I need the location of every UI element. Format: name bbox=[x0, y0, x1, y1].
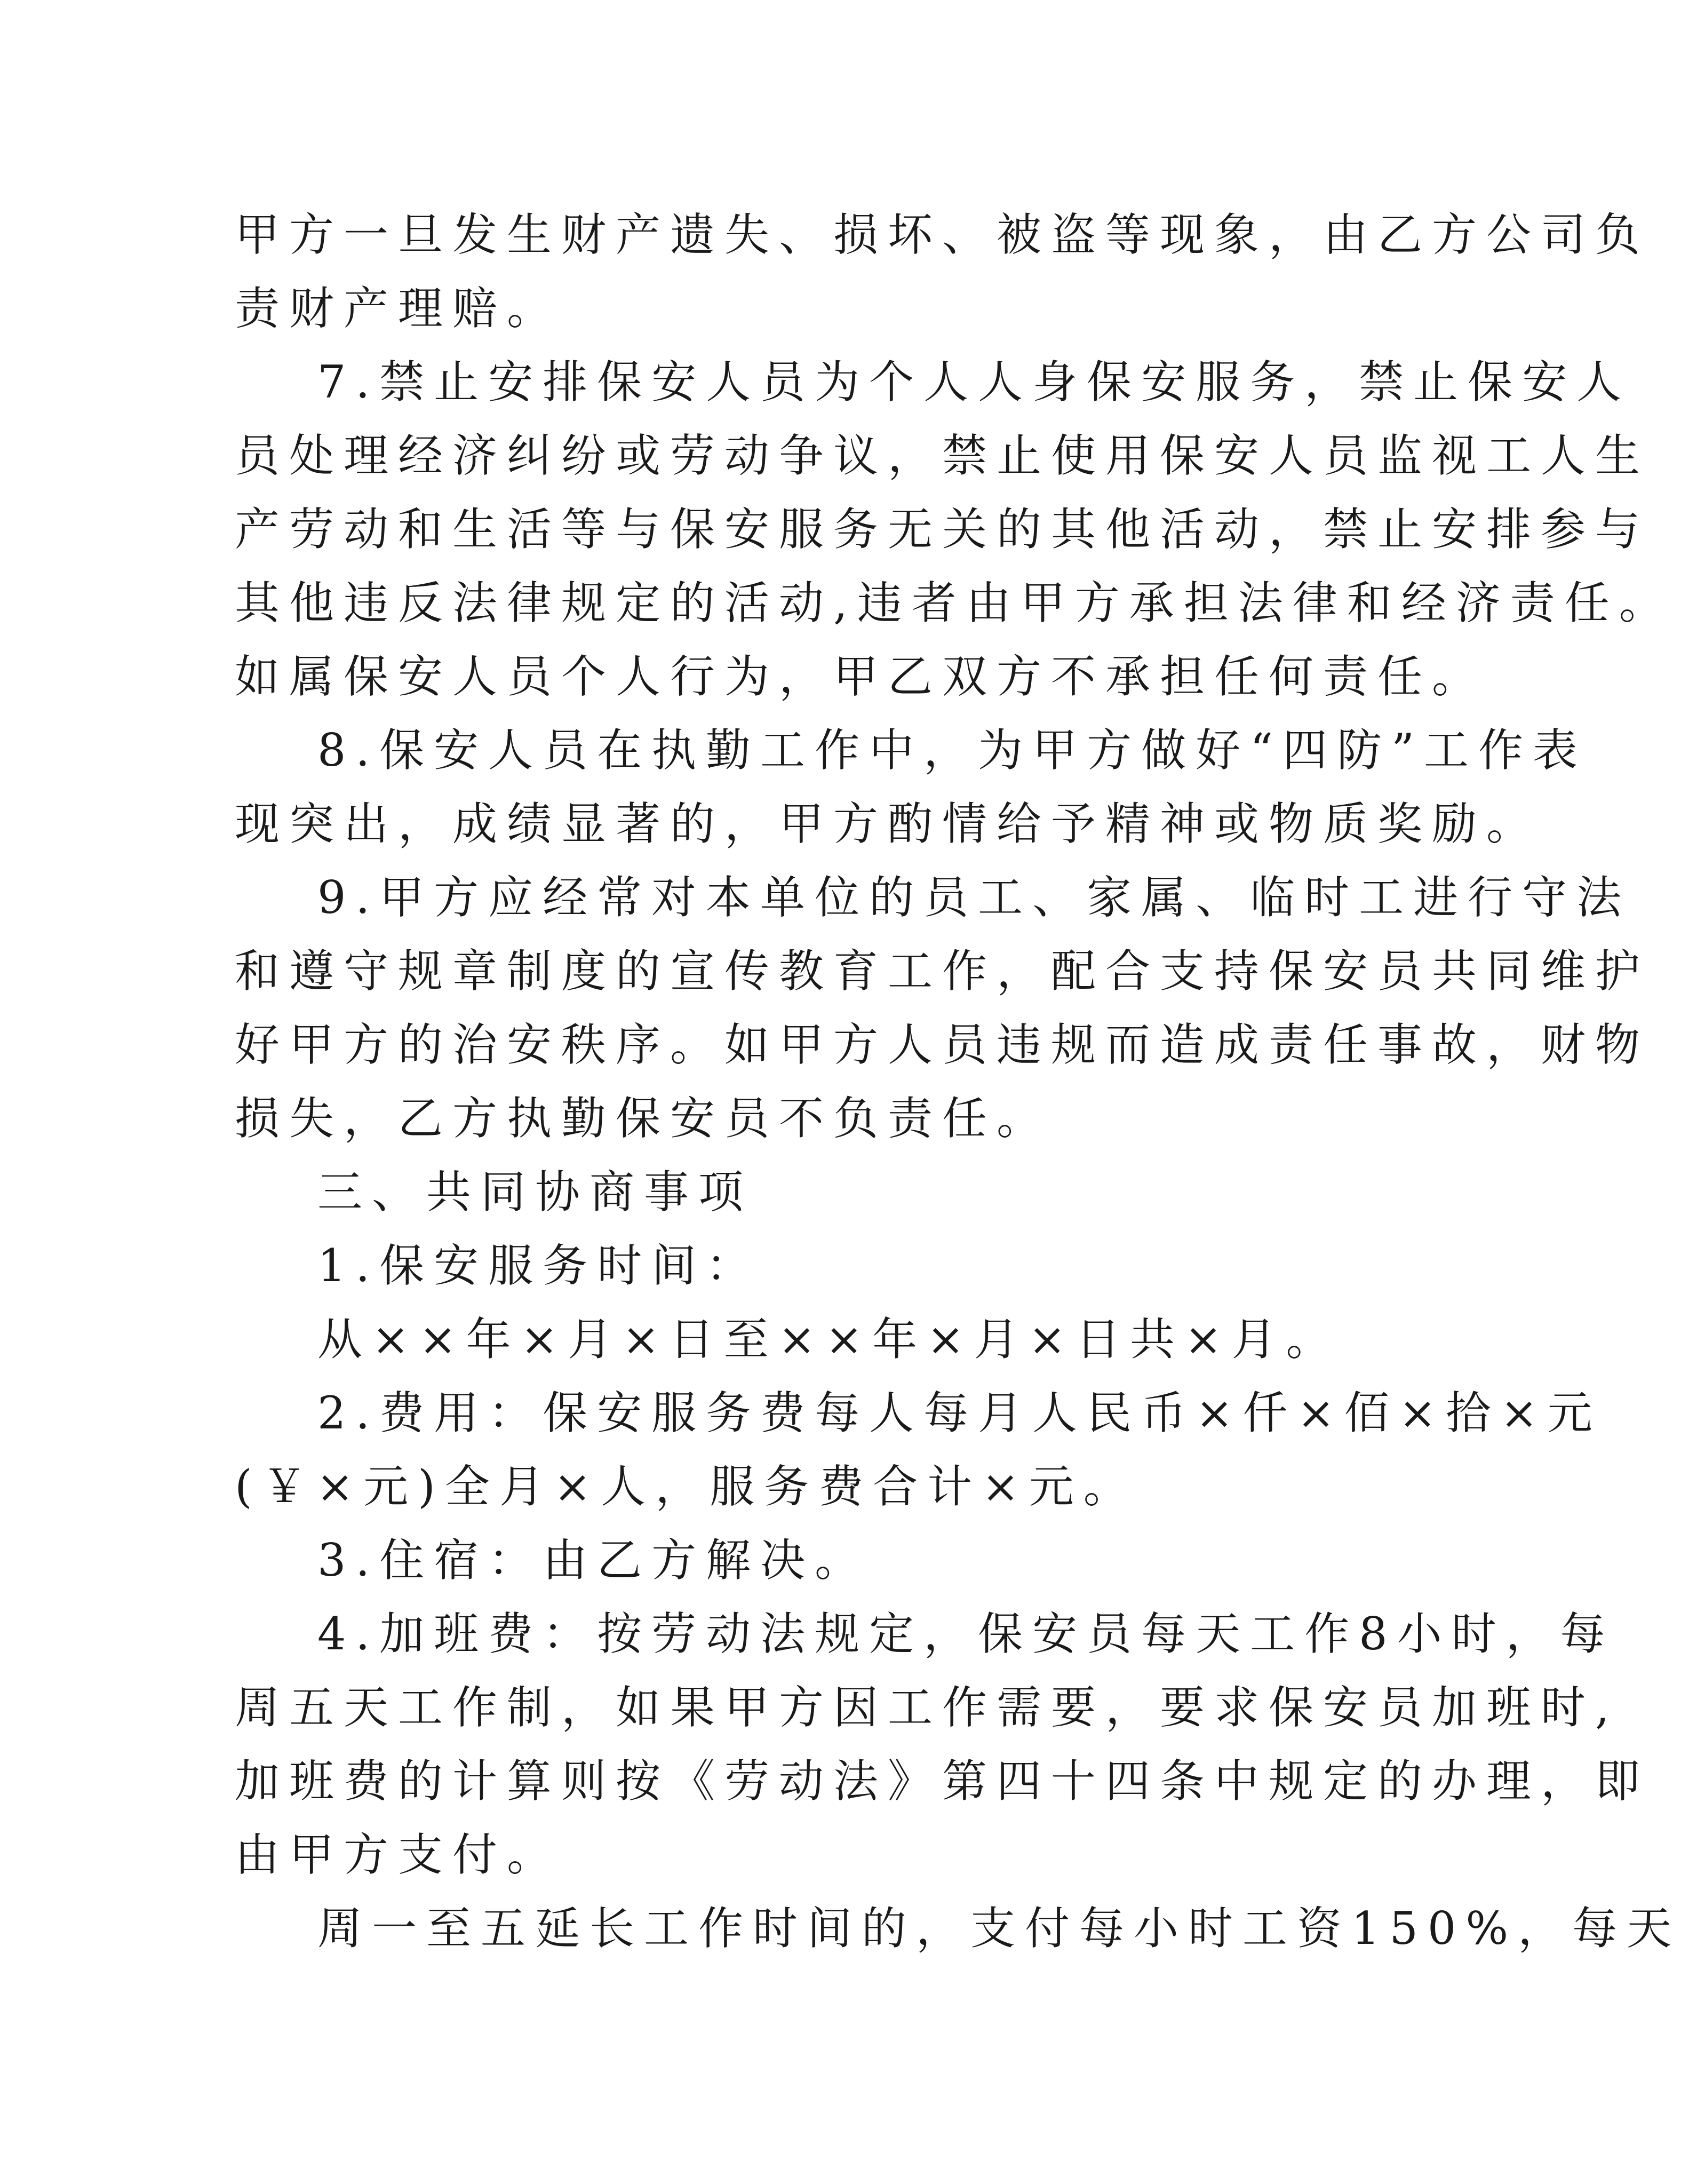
text-line: 周五天工作制，如果甲方因工作需要，要求保安员加班时, bbox=[235, 1681, 1619, 1734]
text-line: 从××年×月×日至××年×月×日共×月。 bbox=[317, 1313, 1341, 1365]
text-line: 由甲方支付。 bbox=[235, 1829, 562, 1881]
text-line: 好甲方的治安秩序。如甲方人员违规而造成责任事故，财物 bbox=[235, 1019, 1650, 1071]
text-line: 加班费的计算则按《劳动法》第四十四条中规定的办理，即 bbox=[235, 1755, 1650, 1807]
text-line: 其他违反法律规定的活动,违者由甲方承担法律和经济责任。 bbox=[235, 577, 1674, 629]
text-line: 甲方一旦发生财产遗失、损坏、被盗等现象，由乙方公司负 bbox=[235, 209, 1650, 261]
text-line: (￥×元)全月×人，服务费合计×元。 bbox=[235, 1460, 1138, 1513]
text-line: 损失，乙方执勤保安员不负责任。 bbox=[235, 1092, 1051, 1145]
text-line: 4.加班费：按劳动法规定，保安员每天工作8小时，每 bbox=[317, 1608, 1615, 1660]
text-line: 9.甲方应经常对本单位的员工、家属、临时工进行守法 bbox=[317, 871, 1631, 924]
text-line: 8.保安人员在执勤工作中，为甲方做好“四防”工作表 bbox=[317, 724, 1588, 776]
text-line: 周一至五延长工作时间的，支付每小时工资150%，每天 bbox=[317, 1902, 1681, 1955]
text-line: 和遵守规章制度的宣传教育工作，配合支持保安员共同维护 bbox=[235, 945, 1650, 997]
text-line: 2.费用：保安服务费每人每月人民币×仟×佰×拾×元 bbox=[317, 1387, 1602, 1439]
text-line: 责财产理赔。 bbox=[235, 282, 562, 335]
text-line: 产劳动和生活等与保安服务无关的其他活动，禁止安排参与 bbox=[235, 503, 1650, 555]
text-line: 如属保安人员个人行为，甲乙双方不承担任何责任。 bbox=[235, 650, 1487, 703]
text-line: 3.住宿：由乙方解决。 bbox=[317, 1534, 870, 1586]
section-heading: 三、共同协商事项 bbox=[317, 1166, 753, 1218]
text-line: 1.保安服务时间： bbox=[317, 1240, 761, 1292]
text-line: 现突出，成绩显著的，甲方酌情给予精神或物质奖励。 bbox=[235, 798, 1541, 850]
text-line: 员处理经济纠纷或劳动争议，禁止使用保安人员监视工人生 bbox=[235, 430, 1650, 482]
text-line: 7.禁止安排保安人员为个人人身保安服务，禁止保安人 bbox=[317, 356, 1631, 408]
